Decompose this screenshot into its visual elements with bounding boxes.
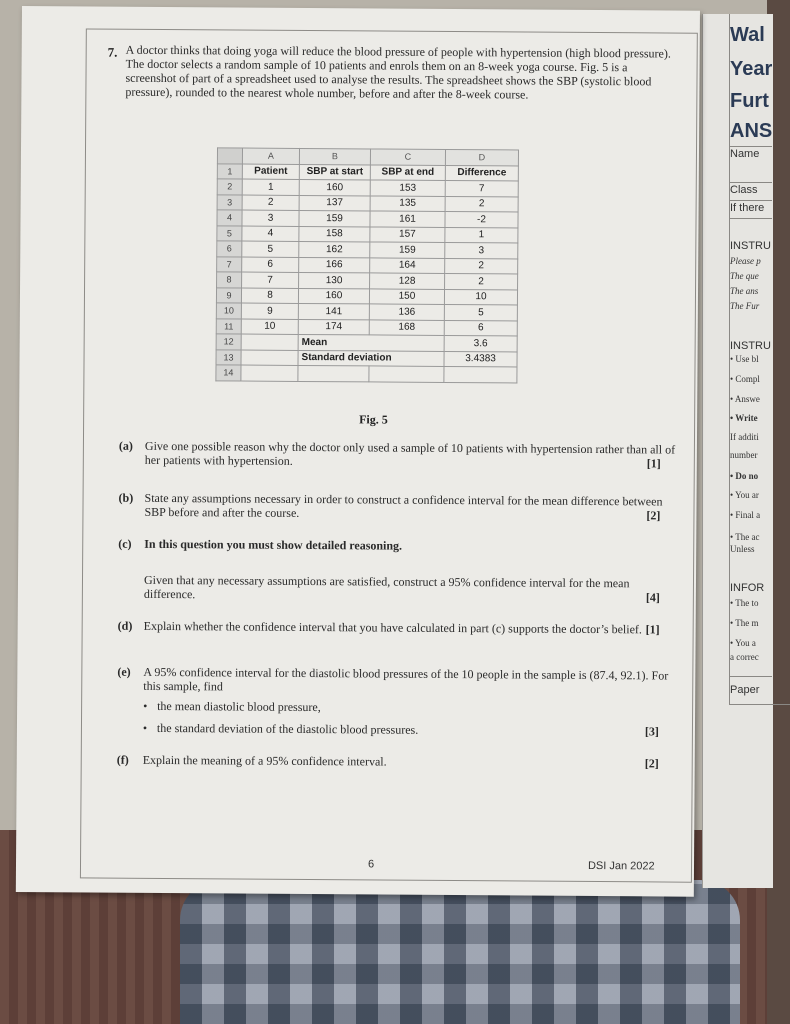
sheet-cell: -2 bbox=[445, 211, 518, 227]
sheet-cell: 6 bbox=[242, 257, 299, 273]
booklet-text: • You a bbox=[730, 638, 756, 648]
sheet-row-number: 8 bbox=[217, 272, 242, 288]
part-marks: [2] bbox=[646, 508, 661, 523]
part-text: the standard deviation of the diastolic blood pressures. bbox=[156, 720, 419, 737]
booklet-name-label: Name bbox=[730, 148, 760, 160]
sheet-cell: 158 bbox=[299, 226, 370, 242]
part-label: (d) bbox=[117, 618, 133, 633]
booklet-title-4: ANS bbox=[730, 120, 773, 142]
part-text: Explain the meaning of a 95% confidence interval. bbox=[142, 752, 387, 769]
sheet-row-number: 7 bbox=[217, 256, 242, 272]
bullet-icon: • bbox=[142, 720, 148, 735]
sheet-cell: 174 bbox=[298, 319, 369, 335]
sheet-row-number: 9 bbox=[216, 287, 241, 303]
sheet-cell: 2 bbox=[445, 273, 518, 289]
sheet-row-number: 4 bbox=[217, 210, 242, 226]
booklet-text: • Write bbox=[730, 413, 758, 423]
bullet-icon: • bbox=[143, 698, 148, 713]
question-part-c-body bbox=[118, 573, 678, 605]
booklet-text: • The m bbox=[730, 618, 759, 628]
sheet-cell: 157 bbox=[370, 226, 445, 242]
sheet-cell: 153 bbox=[370, 180, 445, 196]
part-text: Given that any necessary assumptions are satisfied, construct a 95% confidence interval for the mean difference. bbox=[143, 572, 630, 602]
part-text: A 95% confidence interval for the diastolic blood pressures of the 10 people in the sample is (87.4, 92.1). For this sample, find bbox=[143, 664, 669, 694]
part-text: State any assumptions necessary in order to construct a confidence interval for the mean difference between SBP before and after the course. bbox=[144, 490, 663, 520]
sheet-cell: 10 bbox=[241, 319, 298, 335]
question-part-b bbox=[118, 491, 678, 523]
booklet-instructions-heading: INSTRU bbox=[730, 240, 771, 252]
booklet-text: • Use bl bbox=[730, 354, 759, 364]
part-marks: [1] bbox=[645, 622, 660, 637]
booklet-title-3: Furt bbox=[730, 90, 769, 112]
sheet-sd-value: 3.4383 bbox=[444, 351, 517, 367]
part-label: (a) bbox=[118, 438, 133, 453]
sheet-cell: 159 bbox=[370, 242, 445, 258]
sheet-cell: 161 bbox=[370, 211, 445, 227]
sheet-cell: 4 bbox=[242, 226, 299, 242]
sheet-cell: 2 bbox=[242, 195, 299, 211]
sheet-row-number: 1 bbox=[217, 163, 242, 179]
sheet-col-letter: B bbox=[299, 148, 370, 164]
sheet-cell: 9 bbox=[241, 303, 298, 319]
sheet-cell: 5 bbox=[444, 304, 517, 320]
sheet-row-number: 3 bbox=[217, 194, 242, 210]
sheet-header-difference: Difference bbox=[445, 165, 518, 181]
part-label: (b) bbox=[118, 490, 134, 505]
booklet-divider bbox=[730, 218, 772, 219]
sheet-cell bbox=[298, 365, 369, 381]
sheet-row-number: 11 bbox=[216, 318, 241, 334]
question-part-e bbox=[117, 665, 677, 697]
sheet-row-number: 13 bbox=[216, 349, 241, 365]
sheet-cell bbox=[369, 366, 444, 382]
sheet-cell: 128 bbox=[370, 273, 445, 289]
figure-caption: Fig. 5 bbox=[359, 412, 388, 427]
booklet-text: a correc bbox=[730, 652, 759, 662]
sheet-cell: 136 bbox=[369, 304, 444, 320]
part-text: the mean diastolic blood pressure, bbox=[157, 698, 321, 715]
sheet-cell: 2 bbox=[445, 258, 518, 274]
exam-page bbox=[16, 6, 700, 897]
sheet-mean-label: Mean bbox=[298, 334, 444, 351]
sheet-cell: 1 bbox=[445, 227, 518, 243]
booklet-text: • You ar bbox=[730, 490, 759, 500]
sheet-sd-label: Standard deviation bbox=[298, 350, 444, 367]
sheet-cell: 3 bbox=[445, 242, 518, 258]
sheet-cell: 6 bbox=[444, 320, 517, 336]
sheet-cell: 162 bbox=[299, 241, 370, 257]
sheet-col-letter: D bbox=[445, 149, 518, 165]
booklet-if-there: If there bbox=[730, 202, 765, 214]
sheet-cell: 135 bbox=[370, 195, 445, 211]
booklet-text: • The ac bbox=[730, 532, 760, 542]
part-marks: [3] bbox=[644, 724, 659, 739]
sheet-row-number: 14 bbox=[216, 365, 241, 381]
sheet-cell: 160 bbox=[299, 179, 370, 195]
booklet-text: • Compl bbox=[730, 374, 760, 384]
detailed-reasoning-note: In this question you must show detailed reasoning. bbox=[144, 536, 403, 553]
sheet-cell: 7 bbox=[445, 180, 518, 196]
sheet-cell: 3 bbox=[242, 210, 299, 226]
booklet-text: • The to bbox=[730, 598, 759, 608]
sheet-cell: 10 bbox=[444, 289, 517, 305]
sheet-mean-value: 3.6 bbox=[444, 335, 517, 351]
booklet-text: • Do no bbox=[730, 471, 759, 481]
sheet-row-number: 5 bbox=[217, 225, 242, 241]
booklet-text: number bbox=[730, 450, 758, 460]
booklet-title-1: Wal bbox=[730, 24, 765, 46]
part-label: (e) bbox=[117, 664, 131, 679]
booklet-paper-label: Paper bbox=[730, 684, 760, 696]
part-marks: [2] bbox=[644, 756, 659, 771]
question-intro: A doctor thinks that doing yoga will reduce the blood pressure of people with hypertension (high blood pressure). The doctor selects a random sample of 10 patients and enrols them on an 8-week yoga course. Fig. 5 is a screenshot of part of a spreadsheet used to analyse the results. The spreadsheet shows the SBP (systolic blood pressure), rounded to the nearest whole number, before and after the 8-week course. bbox=[125, 42, 671, 102]
sheet-cell: 160 bbox=[298, 288, 369, 304]
sheet-row-number: 12 bbox=[216, 334, 241, 350]
sheet-row-number: 6 bbox=[217, 241, 242, 257]
booklet-text: The ans bbox=[730, 286, 759, 296]
sheet-cell: 8 bbox=[241, 288, 298, 304]
booklet-divider bbox=[730, 200, 772, 201]
sheet-cell: 2 bbox=[445, 196, 518, 212]
page-number: 6 bbox=[367, 858, 375, 871]
sheet-cell: 1 bbox=[242, 179, 299, 195]
sheet-header-patient: Patient bbox=[242, 164, 299, 180]
sheet-data-rows bbox=[216, 179, 518, 336]
sheet-cell: 130 bbox=[299, 272, 370, 288]
sheet-cell: 168 bbox=[369, 319, 444, 335]
sheet-col-letter: C bbox=[370, 149, 445, 165]
booklet-title-2: Year bbox=[730, 58, 773, 80]
sheet-cell: 7 bbox=[242, 272, 299, 288]
booklet-text: • Final a bbox=[730, 510, 761, 520]
sheet-cell bbox=[241, 350, 298, 366]
booklet-text: The que bbox=[730, 271, 759, 281]
sheet-cell bbox=[241, 334, 298, 350]
booklet-divider bbox=[730, 182, 772, 183]
part-marks: [1] bbox=[646, 456, 661, 471]
sheet-cell: 166 bbox=[299, 257, 370, 273]
booklet-text: Unless bbox=[730, 544, 755, 554]
part-text: Explain whether the confidence interval that you have calculated in part (c) supports the doctor’s belief. bbox=[143, 618, 642, 637]
booklet-text: • Answe bbox=[730, 394, 760, 404]
part-text: Give one possible reason why the doctor only used a sample of 10 patients with hypertension rather than all of her patients with hypertension. bbox=[144, 438, 676, 468]
part-label: (f) bbox=[116, 752, 129, 767]
booklet-class-label: Class bbox=[730, 184, 758, 196]
question-number: 7. bbox=[107, 44, 118, 60]
answer-booklet bbox=[702, 14, 773, 888]
part-marks: [4] bbox=[645, 590, 660, 605]
sheet-cell: 150 bbox=[369, 288, 444, 304]
booklet-text: Please p bbox=[730, 256, 761, 266]
booklet-instructions-heading: INSTRU bbox=[730, 340, 771, 352]
sheet-cell: 137 bbox=[299, 195, 370, 211]
sheet-cell: 141 bbox=[298, 303, 369, 319]
sheet-cell: 5 bbox=[242, 241, 299, 257]
part-label: (c) bbox=[118, 536, 132, 551]
sheet-cell bbox=[444, 366, 517, 382]
booklet-text: The Fur bbox=[730, 301, 760, 311]
booklet-divider bbox=[730, 676, 772, 677]
sheet-row-number: 2 bbox=[217, 179, 242, 195]
sheet-header-sbp-end: SBP at end bbox=[370, 164, 445, 180]
question-part-a bbox=[119, 439, 679, 471]
booklet-divider bbox=[730, 146, 772, 147]
sheet-header-sbp-start: SBP at start bbox=[299, 164, 370, 180]
sheet-cell bbox=[241, 365, 298, 381]
sheet-cell: 164 bbox=[370, 257, 445, 273]
spreadsheet-figure bbox=[215, 147, 519, 383]
sheet-corner bbox=[217, 148, 242, 164]
sheet-row-number: 10 bbox=[216, 303, 241, 319]
checked-trousers bbox=[180, 880, 740, 1024]
booklet-text: If additi bbox=[730, 432, 759, 442]
sheet-col-letter: A bbox=[242, 148, 299, 164]
sheet-cell: 159 bbox=[299, 210, 370, 226]
footer-code: DSI Jan 2022 bbox=[587, 859, 655, 873]
booklet-information-heading: INFOR bbox=[730, 582, 765, 594]
